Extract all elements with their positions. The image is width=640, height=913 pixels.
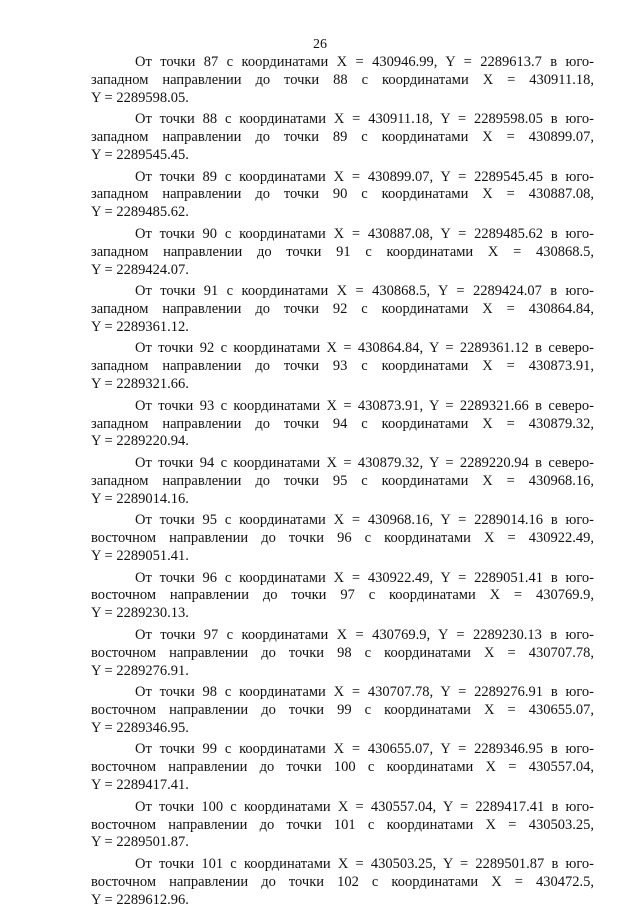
- document-body: [91, 54, 594, 913]
- paragraph-line: Y = 2289321.66.: [91, 376, 189, 393]
- paragraph-line: Y = 2289417.41.: [91, 777, 189, 794]
- paragraph-line: От точки 95 с координатами X = 430968.16, Y = 2289014.16 в юго-: [135, 512, 594, 529]
- paragraph-line: От точки 100 с координатами X = 430557.04, Y = 2289417.41 в юго-: [135, 798, 594, 815]
- coordinate-paragraph: [91, 226, 594, 280]
- paragraph-line: Y = 2289501.87.: [91, 834, 189, 851]
- paragraph-line: Y = 2289545.45.: [91, 147, 189, 164]
- paragraph-line: От точки 98 с координатами X = 430707.78, Y = 2289276.91 в юго-: [135, 684, 594, 701]
- paragraph-line: От точки 96 с координатами X = 430922.49, Y = 2289051.41 в юго-: [135, 569, 594, 586]
- paragraph-line: западном направлении до точки 93 с координатами X = 430873.91,: [91, 358, 594, 375]
- coordinate-paragraph: [91, 54, 594, 108]
- paragraph-line: Y = 2289276.91.: [91, 662, 189, 679]
- paragraph-line: От точки 89 с координатами X = 430899.07, Y = 2289545.45 в юго-: [135, 168, 594, 185]
- page-number: 26: [313, 37, 327, 52]
- paragraph-line: От точки 99 с координатами X = 430655.07, Y = 2289346.95 в юго-: [135, 741, 594, 758]
- coordinate-paragraph: [91, 799, 594, 853]
- coordinate-paragraph: [91, 283, 594, 337]
- paragraph-line: Y = 2289230.13.: [91, 605, 189, 622]
- coordinate-paragraph: [91, 455, 594, 509]
- paragraph-line: Y = 2289598.05.: [91, 89, 189, 106]
- paragraph-line: Y = 2289361.12.: [91, 318, 189, 335]
- paragraph-line: От точки 87 с координатами X = 430946.99, Y = 2289613.7 в юго-: [135, 54, 594, 70]
- coordinate-paragraph: [91, 340, 594, 394]
- paragraph-line: восточном направлении до точки 99 с координатами X = 430655.07,: [91, 701, 594, 718]
- paragraph-line: Y = 2289014.16.: [91, 490, 189, 507]
- coordinate-paragraph: [91, 169, 594, 223]
- coordinate-paragraph: [91, 627, 594, 681]
- paragraph-line: Y = 2289485.62.: [91, 204, 189, 221]
- paragraph-line: От точки 93 с координатами X = 430873.91, Y = 2289321.66 в северо-: [135, 397, 594, 414]
- paragraph-line: Y = 2289612.96.: [91, 891, 189, 908]
- paragraph-line: восточном направлении до точки 97 с координатами X = 430769.9,: [91, 587, 594, 604]
- paragraph-line: восточном направлении до точки 98 с координатами X = 430707.78,: [91, 644, 594, 661]
- coordinate-paragraph: [91, 856, 594, 910]
- paragraph-line: восточном направлении до точки 101 с координатами X = 430503.25,: [91, 816, 594, 833]
- coordinate-paragraph: [91, 741, 594, 795]
- paragraph-line: От точки 94 с координатами X = 430879.32, Y = 2289220.94 в северо-: [135, 454, 594, 471]
- coordinate-paragraph: [91, 111, 594, 165]
- paragraph-line: Y = 2289051.41.: [91, 548, 189, 565]
- paragraph-line: От точки 97 с координатами X = 430769.9, Y = 2289230.13 в юго-: [135, 626, 594, 643]
- paragraph-line: западном направлении до точки 92 с координатами X = 430864.84,: [91, 301, 594, 318]
- paragraph-line: Y = 2289346.95.: [91, 719, 189, 736]
- paragraph-line: западном направлении до точки 91 с координатами X = 430868.5,: [91, 243, 594, 260]
- paragraph-line: От точки 101 с координатами X = 430503.25, Y = 2289501.87 в юго-: [135, 855, 594, 872]
- paragraph-line: Y = 2289220.94.: [91, 433, 189, 450]
- paragraph-line: западном направлении до точки 94 с координатами X = 430879.32,: [91, 415, 594, 432]
- paragraph-line: западном направлении до точки 90 с координатами X = 430887.08,: [91, 186, 594, 203]
- paragraph-line: От точки 90 с координатами X = 430887.08, Y = 2289485.62 в юго-: [135, 225, 594, 242]
- paragraph-line: восточном направлении до точки 96 с координатами X = 430922.49,: [91, 530, 594, 547]
- paragraph-line: восточном направлении до точки 100 с координатами X = 430557.04,: [91, 759, 594, 776]
- paragraph-line: западном направлении до точки 95 с координатами X = 430968.16,: [91, 472, 594, 489]
- coordinate-paragraph: [91, 398, 594, 452]
- paragraph-line: западном направлении до точки 89 с координатами X = 430899.07,: [91, 129, 594, 146]
- paragraph-line: От точки 91 с координатами X = 430868.5, Y = 2289424.07 в юго-: [135, 283, 594, 300]
- paragraph-line: Y = 2289424.07.: [91, 261, 189, 278]
- coordinate-paragraph: [91, 570, 594, 624]
- paragraph-line: От точки 88 с координатами X = 430911.18, Y = 2289598.05 в юго-: [135, 111, 594, 128]
- paragraph-line: восточном направлении до точки 102 с координатами X = 430472.5,: [91, 873, 594, 890]
- coordinate-paragraph: [91, 684, 594, 738]
- coordinate-paragraph: [91, 512, 594, 566]
- paragraph-line: западном направлении до точки 88 с координатами X = 430911.18,: [91, 71, 594, 88]
- paragraph-line: От точки 92 с координатами X = 430864.84, Y = 2289361.12 в северо-: [135, 340, 594, 357]
